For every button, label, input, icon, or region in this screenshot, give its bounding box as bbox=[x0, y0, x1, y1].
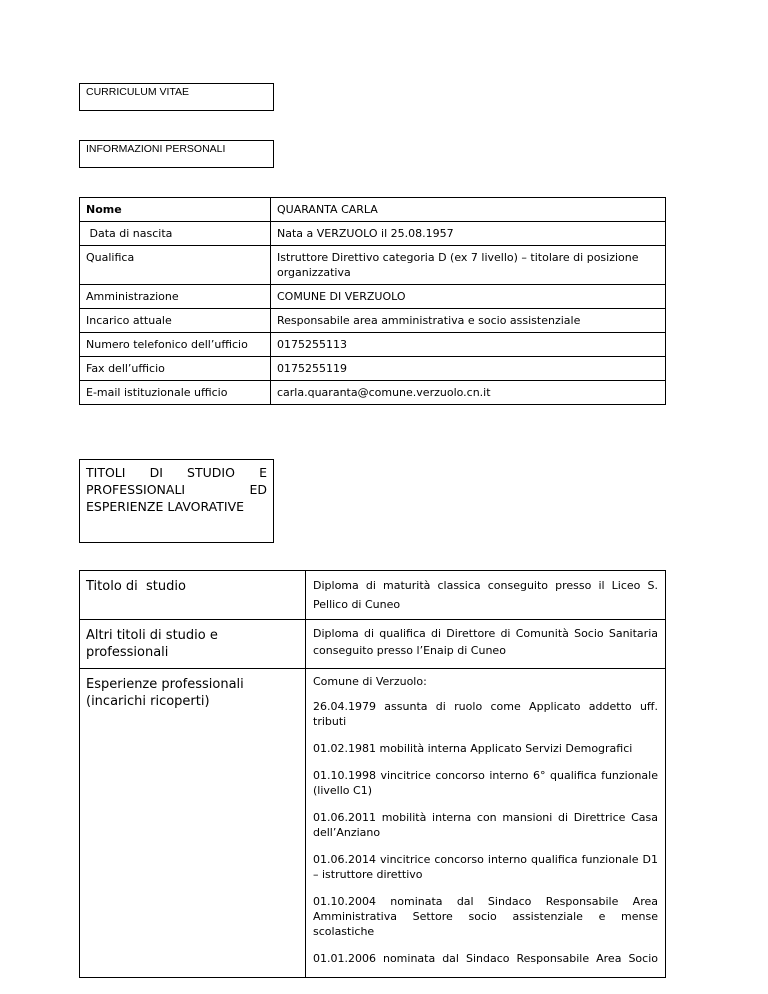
name-label: Nome bbox=[80, 198, 271, 222]
phone-label: Numero telefonico dell’ufficio bbox=[80, 333, 271, 357]
table-row bbox=[80, 381, 666, 405]
table-row bbox=[80, 246, 666, 285]
table-row bbox=[80, 309, 666, 333]
table-row bbox=[80, 285, 666, 309]
info-title-box bbox=[79, 140, 274, 168]
titoli-header-line-1: TITOLI DI STUDIO E bbox=[86, 465, 267, 480]
table-row bbox=[80, 357, 666, 381]
altri-titoli-value: Diploma di qualifica di Direttore di Comunità Socio Sanitaria conseguito presso l’Enaip di Cuneo bbox=[306, 620, 666, 669]
studies-table bbox=[79, 570, 666, 978]
table-row bbox=[80, 571, 666, 620]
list-item: 01.10.2004 nominata dal Sindaco Responsabile Area Amministrativa Settore socio assistenziale e mense scolastiche bbox=[313, 895, 658, 938]
titolo-studio-value: Diploma di maturità classica conseguito presso il Liceo S. Pellico di Cuneo bbox=[306, 571, 666, 620]
titoli-header-line-2: PROFESSIONALI ED bbox=[86, 482, 267, 497]
personal-info-table bbox=[79, 197, 666, 405]
list-item: 01.06.2014 vincitrice concorso interno qualifica funzionale D1 – istruttore direttivo bbox=[313, 853, 658, 881]
altri-titoli-label: Altri titoli di studio e professionali bbox=[80, 620, 306, 669]
table-row bbox=[80, 620, 666, 669]
titoli-header-box bbox=[79, 459, 274, 543]
birth-value: Nata a VERZUOLO il 25.08.1957 bbox=[271, 222, 666, 246]
table-row bbox=[80, 222, 666, 246]
list-item: 26.04.1979 assunta di ruolo come Applicato addetto uff. tributi bbox=[313, 700, 658, 728]
table-row bbox=[80, 333, 666, 357]
table-row bbox=[80, 669, 666, 978]
phone-value: 0175255113 bbox=[271, 333, 666, 357]
list-item: 01.10.1998 vincitrice concorso interno 6° qualifica funzionale (livello C1) bbox=[313, 769, 658, 797]
esperienze-intro: Comune di Verzuolo: bbox=[313, 675, 427, 688]
email-value: carla.quaranta@comune.verzuolo.cn.it bbox=[271, 381, 666, 405]
personal-info-title: INFORMAZIONI PERSONALI bbox=[86, 143, 226, 155]
fax-label: Fax dell’ufficio bbox=[80, 357, 271, 381]
qualifica-value: Istruttore Direttivo categoria D (ex 7 livello) – titolare di posizione organizzativa bbox=[271, 246, 666, 285]
table-row bbox=[80, 198, 666, 222]
incarico-value: Responsabile area amministrativa e socio assistenziale bbox=[271, 309, 666, 333]
list-item-truncated: 01.01.2006 nominata dal Sindaco Responsabile Area Socio bbox=[313, 952, 658, 965]
qualifica-label: Qualifica bbox=[80, 246, 271, 285]
fax-value: 0175255119 bbox=[271, 357, 666, 381]
cv-title: CURRICULUM VITAE bbox=[86, 86, 190, 98]
list-item: 01.06.2011 mobilità interna con mansioni di Direttrice Casa dell’Anziano bbox=[313, 811, 658, 839]
cv-title-box bbox=[79, 83, 274, 111]
birth-label: Data di nascita bbox=[80, 222, 271, 246]
incarico-label: Incarico attuale bbox=[80, 309, 271, 333]
email-label: E-mail istituzionale ufficio bbox=[80, 381, 271, 405]
list-item: 01.02.1981 mobilità interna Applicato Servizi Demografici bbox=[313, 742, 633, 755]
amministrazione-label: Amministrazione bbox=[80, 285, 271, 309]
name-value: QUARANTA CARLA bbox=[271, 198, 666, 222]
esperienze-label: Esperienze professionali (incarichi ricoperti) bbox=[80, 669, 306, 978]
amministrazione-value: COMUNE DI VERZUOLO bbox=[271, 285, 666, 309]
titoli-header-line-3: ESPERIENZE LAVORATIVE bbox=[86, 499, 245, 514]
esperienze-list bbox=[306, 669, 666, 978]
titolo-studio-label: Titolo di studio bbox=[80, 571, 306, 620]
